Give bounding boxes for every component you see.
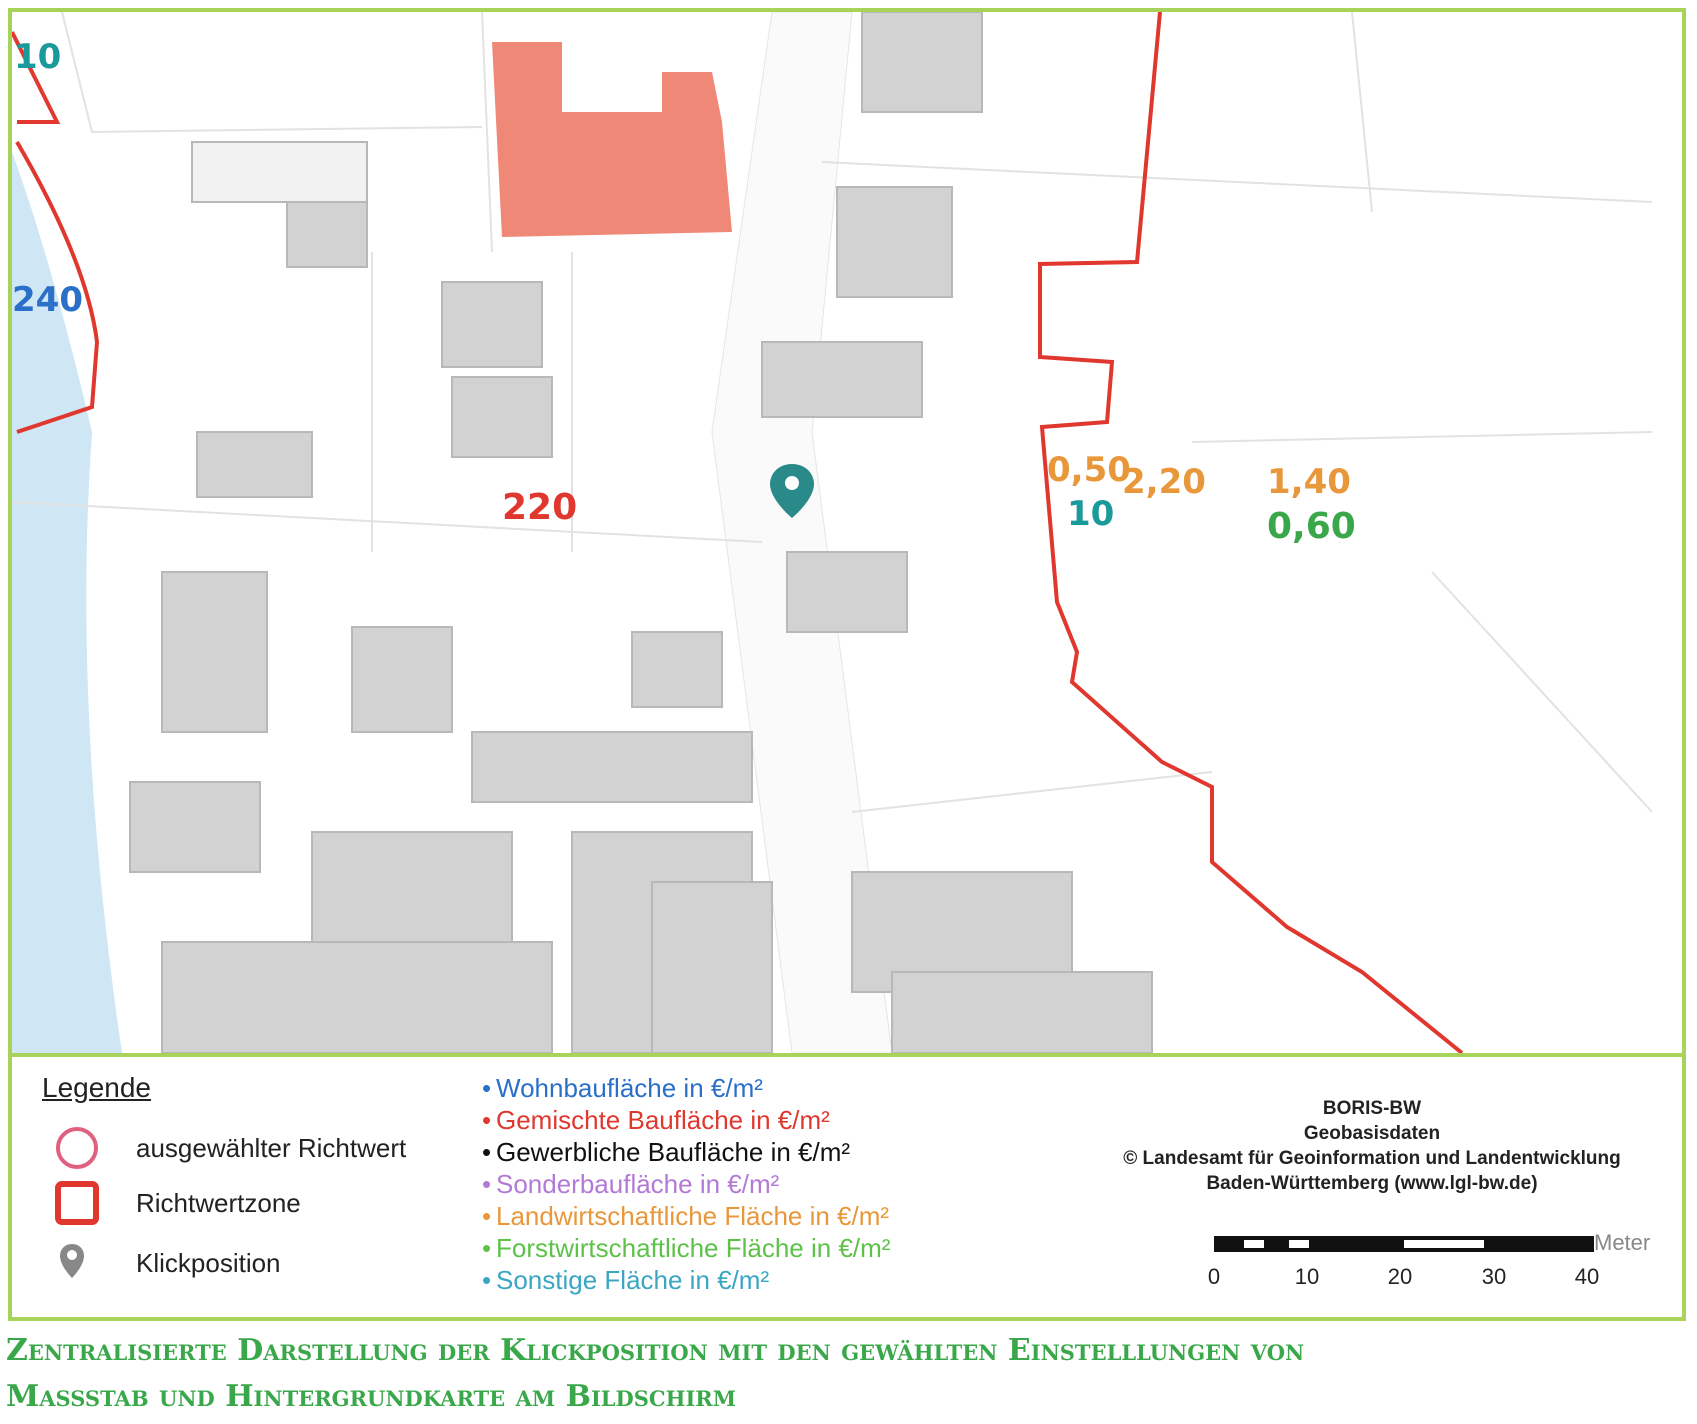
zone-value-right-teal[interactable]: 10 (1067, 494, 1115, 534)
zone-value-far-orange[interactable]: 1,40 (1267, 462, 1351, 502)
attribution (1072, 1096, 1672, 1196)
legend-category: • Wohnbaufläche in €/m² (482, 1073, 763, 1103)
legend-category: • Sonderbaufläche in €/m² (482, 1169, 780, 1199)
legend-title: Legende (42, 1072, 152, 1103)
legend-category: • Gemischte Baufläche in €/m² (482, 1105, 830, 1135)
scale-unit: Meter (1594, 1230, 1651, 1255)
legend-categories (482, 1072, 890, 1296)
legend-item-selected-value (54, 1128, 407, 1168)
legend-symbol-label: Richtwertzone (136, 1187, 301, 1218)
scale-tick: 20 (1387, 1264, 1413, 1289)
highlight-building (492, 42, 732, 237)
zone-value-left[interactable]: 240 (12, 280, 83, 320)
attribution-line: BORIS-BW (1322, 1098, 1422, 1119)
circle-outline-icon (54, 1125, 100, 1171)
legend-symbol-label: Klickposition (136, 1247, 281, 1278)
legend-category: • Sonstige Fläche in €/m² (482, 1265, 770, 1295)
figure-caption (6, 1328, 1686, 1420)
scale-tick: 10 (1294, 1264, 1320, 1289)
square-outline-icon (54, 1180, 100, 1226)
attribution-line: Geobasisdaten (1303, 1123, 1441, 1144)
legend-category: • Forstwirtschaftliche Fläche in €/m² (482, 1233, 891, 1263)
zone-value-right-b[interactable]: 2,20 (1122, 462, 1206, 502)
legend-category: • Landwirtschaftliche Fläche in €/m² (482, 1201, 890, 1231)
caption-line: Zentralisierte Darstellung der Klickposition mit den gewählten Einstelllungen von (6, 1333, 1305, 1368)
map-view[interactable] (12, 12, 1682, 1053)
attribution-line: © Landesamt für Geoinformation und Landentwicklung (1123, 1148, 1621, 1169)
zone-value-right-a[interactable]: 0,50 (1047, 450, 1131, 490)
scale-tick: 0 (1207, 1264, 1221, 1289)
legend-symbol-label: ausgewählter Richtwert (136, 1132, 407, 1163)
zone-value-top-left[interactable]: 10 (14, 37, 62, 77)
scale-bar-graphic (1214, 1236, 1594, 1252)
legend-item-zone (54, 1183, 301, 1223)
caption-line: Maßstab und Hintergrundkarte am Bildschirm (6, 1379, 736, 1414)
scale-tick: 40 (1574, 1264, 1600, 1289)
map-pin-icon (54, 1240, 100, 1286)
scale-tick: 30 (1481, 1264, 1507, 1289)
zone-value-center[interactable]: 220 (502, 487, 578, 528)
legend-divider (8, 1053, 1686, 1057)
zone-value-far-green[interactable]: 0,60 (1267, 506, 1356, 547)
legend-item-click-position (54, 1243, 281, 1283)
legend-category: • Gewerbliche Baufläche in €/m² (482, 1137, 851, 1167)
map-canvas (12, 12, 1682, 1053)
legend-panel (12, 1058, 1682, 1318)
attribution-line: Baden-Württemberg (www.lgl-bw.de) (1206, 1173, 1538, 1194)
